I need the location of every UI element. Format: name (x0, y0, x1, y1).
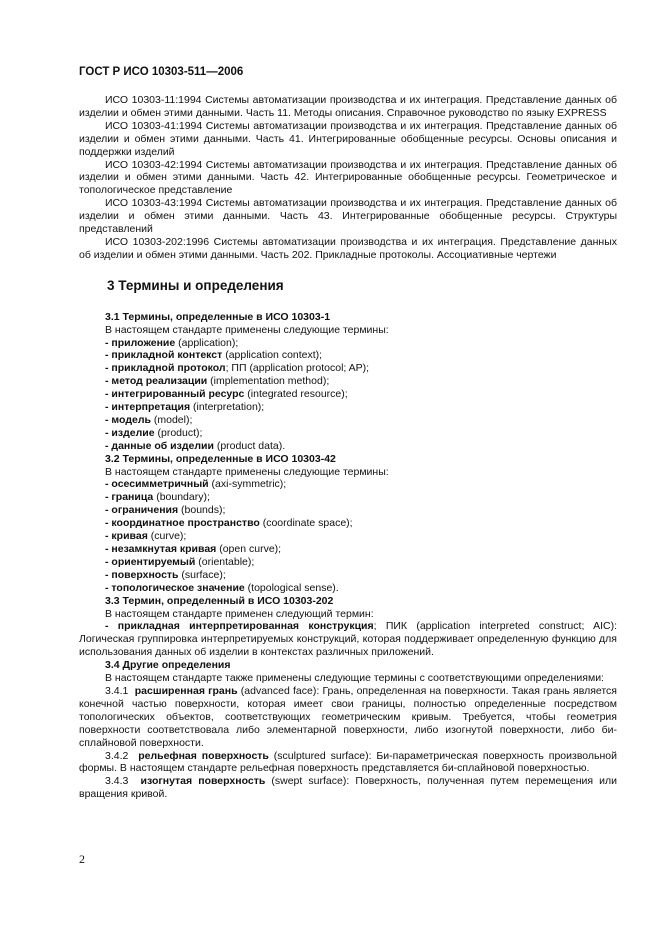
subsection-title: 3.1 Термины, определенные в ИСО 10303-1 (105, 310, 331, 323)
subsection-title: 3.2 Термины, определенные в ИСО 10303-42 (105, 452, 336, 465)
definition-number: 3.4.3 (105, 775, 129, 788)
section-title: 3 Термины и определения (107, 277, 284, 293)
term-name: интегрированный ресурс (111, 388, 245, 401)
term-name: интерпретация (111, 401, 191, 414)
term-name: изделие (111, 426, 155, 439)
term-desc: (orientable); (195, 555, 255, 568)
list-item (105, 349, 617, 362)
subsection-intro: В настоящем стандарте также применены следующие термины с соответствующими определениями: (105, 672, 604, 685)
definition-item (79, 685, 617, 750)
list-item (105, 478, 617, 491)
definition-number: 3.4.2 (105, 749, 129, 762)
term-name: прикладная интерпретированная конструкция (117, 620, 374, 633)
subsection-intro: В настоящем стандарте применен следующий термин: (105, 607, 374, 620)
term-desc: (sculptured surface): Би-параметрическая поверхность произвольной формы. В настоящем стандарте рельефная поверхность представляется би-сплайновой поверхностью. (79, 749, 617, 775)
list-item (105, 530, 617, 543)
term-definition: - прикладная интерпретированная конструкция; ПИК (application interpreted construct; AIC): Логическая группировка интерпретируемых конструкций, которая поддерживает определенную функцию для использования данных об изделии в контекстах различных приложений. (79, 620, 617, 659)
term-desc: (application context); (222, 349, 323, 362)
term-desc: (curve); (147, 530, 187, 543)
reference-item: ИСО 10303-41:1994 Системы автоматизации производства и их интеграция. Представление данных об изделии и обмен этими данными. Часть 41. Интегрированные обобщенные ресурсы. Основы описания и поддержки изделий (79, 119, 617, 158)
list-item (105, 337, 617, 350)
subsection-intro: В настоящем стандарте применены следующие термины: (105, 323, 389, 336)
list-item (105, 543, 617, 556)
term-desc: (integrated resource); (244, 388, 348, 401)
term-name: кривая (111, 530, 148, 543)
term-name: расширенная грань (134, 684, 238, 697)
term-desc: ; ПИК (application interpreted construct; AIC): Логическая группировка интерпретируемых конструкций, которая поддерживает определенную функцию для использования данных об изделии в контекстах различных приложений. (79, 620, 617, 659)
term-desc: (boundary); (153, 491, 210, 504)
term-desc: (swept surface): Поверхность, полученная путем перемещения или вращения кривой. (79, 775, 617, 801)
list-item (105, 388, 617, 401)
term-desc: (advanced face): Грань, определенная на поверхности. Такая грань является конечной частью поверхности, которая имеет свои границы, полностью определенные посредством топологических объектов, соответствующих геометрическим кривым. Требуется, чтобы геометрия поверхности соответствовала либо элементарной поверхности, либо изогнутой поверхности, либо би-сплайновой поверхности. (79, 684, 617, 749)
term-desc: (model); (150, 413, 193, 426)
term-desc: (implementation method); (207, 375, 330, 388)
subsection-3-2 (79, 453, 617, 595)
term-desc: (application); (175, 336, 239, 349)
list-item (105, 440, 617, 453)
subsection-3-4 (79, 659, 617, 801)
term-desc: (product data). (213, 439, 286, 452)
list-item (105, 517, 617, 530)
term-name: прикладной протокол (111, 362, 226, 375)
term-desc: (surface); (178, 568, 226, 581)
reference-item: ИСО 10303-11:1994 Системы автоматизации производства и их интеграция. Представление данных об изделии и обмен этими данными. Часть 11. Методы описания. Справочное руководство по языку EXPRESS (79, 94, 617, 119)
term-name: рельефная поверхность (138, 749, 269, 762)
subsection-3-1 (79, 311, 617, 453)
term-name: метод реализации (111, 375, 208, 388)
subsection-intro: В настоящем стандарте применены следующие термины: (105, 465, 389, 478)
term-name: координатное пространство (111, 517, 260, 530)
list-item (105, 427, 617, 440)
document-header: ГОСТ Р ИСО 10303-511—2006 (79, 66, 244, 78)
list-item (105, 569, 617, 582)
term-desc: (product); (154, 426, 203, 439)
normative-references (79, 94, 617, 262)
list-item (105, 414, 617, 427)
term-name: незамкнутая кривая (111, 543, 217, 555)
term-name: данные об изделии (111, 439, 214, 452)
subsection-3-3 (79, 595, 617, 660)
list-item (105, 401, 617, 414)
term-name: топологическое значение (111, 581, 245, 594)
term-desc: (topological sense). (244, 581, 339, 594)
term-name: поверхность (111, 568, 179, 581)
definition-number: 3.4.1 (105, 684, 129, 697)
definition-item (79, 750, 617, 776)
term-name: граница (111, 491, 154, 504)
term-list (79, 478, 617, 594)
reference-item: ИСО 10303-43:1994 Системы автоматизации производства и их интеграция. Представление данных об изделии и обмен этими данными. Часть 43. Интегрированные обобщенные ресурсы. Структуры представлений (79, 197, 617, 236)
term-name: ориентируемый (111, 555, 196, 568)
list-item (105, 491, 617, 504)
reference-item: ИСО 10303-202:1996 Системы автоматизации производства и их интеграция. Представление данных об изделии и обмен этими данными. Часть 202. Прикладные протоколы. Ассоциативные чертежи (79, 235, 617, 261)
list-item (105, 375, 617, 388)
subsection-title: 3.4 Другие определения (105, 659, 231, 672)
reference-item: ИСО 10303-42:1994 Системы автоматизации производства и их интеграция. Представление данных об изделии и обмен этими данными. Часть 42. Интегрированные обобщенные ресурсы. Геометрическое и топологическое представление (79, 158, 617, 197)
term-name: ограничения (111, 504, 179, 517)
term-desc: (open curve); (216, 543, 282, 555)
term-name: изогнутая поверхность (140, 775, 266, 788)
list-item (105, 556, 617, 569)
term-desc: (coordinate space); (259, 517, 353, 530)
term-name: осесимметричный (111, 478, 209, 491)
term-desc: ; ПП (application protocol; AP); (225, 362, 370, 375)
definition-item (79, 775, 617, 801)
term-desc: (interpretation); (190, 401, 265, 414)
term-name: модель (111, 413, 151, 426)
subsection-title: 3.3 Термин, определенный в ИСО 10303-202 (105, 594, 334, 607)
term-name: приложение (111, 336, 176, 349)
term-desc: (axi-symmetric); (208, 478, 287, 491)
list-item (105, 504, 617, 517)
list-item (105, 582, 617, 595)
term-desc: (bounds); (178, 504, 226, 517)
page-body (79, 94, 617, 801)
list-item (105, 362, 617, 375)
term-name: прикладной контекст (111, 349, 223, 362)
term-list (79, 337, 617, 453)
page-number: 2 (79, 852, 85, 866)
